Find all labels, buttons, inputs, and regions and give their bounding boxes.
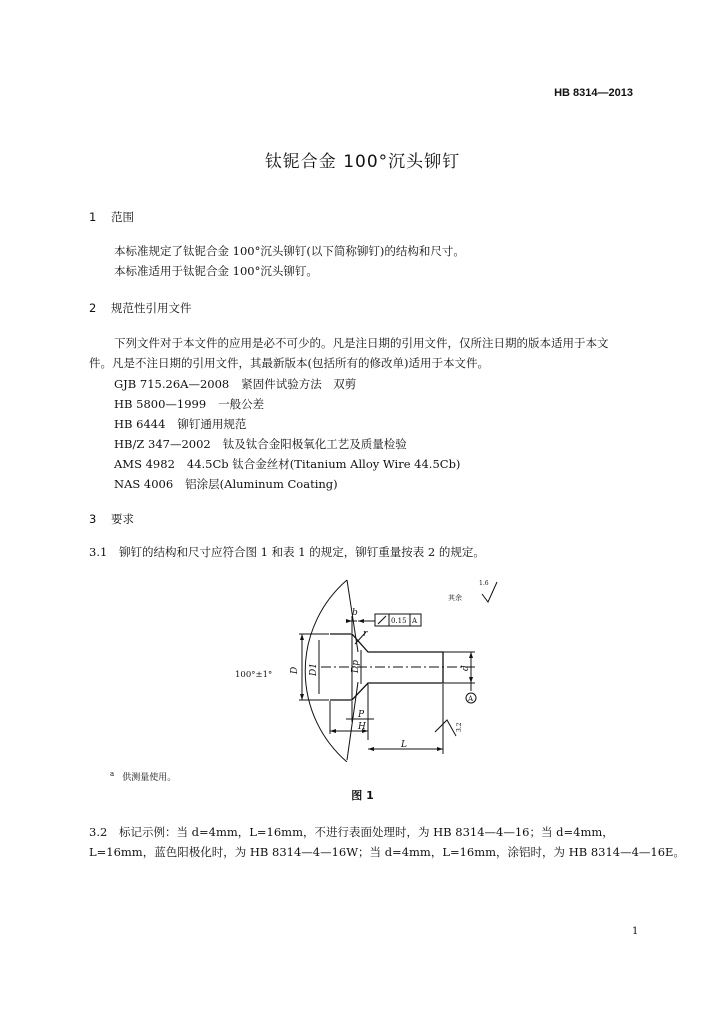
reference-item [114, 436, 407, 452]
reference-code: HB 5800—1999 [114, 397, 207, 411]
paragraph: 本标准适用于钛铌合金 100°沉头铆钉。 [114, 264, 318, 278]
arrowhead [469, 652, 473, 658]
section-number: 2 [89, 301, 97, 315]
reference-code: AMS 4982 [114, 457, 175, 471]
clause-text: 标记示例：当 d=4mm，L=16mm，不进行表面处理时，为 HB 8314—4—16；当 d=4mm， [119, 825, 614, 839]
section-number: 3 [89, 512, 97, 526]
clause-3-2 [89, 824, 614, 840]
reference-code: NAS 4006 [114, 477, 174, 491]
footnote-mark: a [110, 770, 115, 778]
figure-caption: 图 1 [351, 789, 374, 802]
document-title: 钛铌合金 100°沉头铆钉 [264, 152, 461, 172]
section-number: 1 [89, 210, 97, 224]
tolerance-value: 0.15 [391, 617, 407, 625]
figure-footnote [110, 770, 176, 783]
section-title: 规范性引用文件 [111, 301, 192, 315]
clause-number: 3.2 [89, 825, 108, 839]
clause-3-2-continued: L=16mm，蓝色阳极化时，为 HB 8314—4—16W；当 d=4mm，L=16mm，涂铝时，为 HB 8314—4—16E。 [89, 845, 685, 859]
rivet-drawing [225, 572, 515, 762]
dim-D-label: D [290, 666, 300, 674]
runout-symbol [378, 616, 386, 624]
dim-P-label: P [358, 710, 365, 720]
roughness-rest-value: 1.6 [479, 580, 489, 587]
tolerance-datum: A [412, 617, 418, 625]
clause-text: 铆钉的结构和尺寸应符合图 1 和表 1 的规定，铆钉重量按表 2 的规定。 [119, 545, 485, 559]
roughness-shank-value: 3.2 [456, 722, 463, 732]
dim-D1-label: D1 [309, 663, 319, 676]
dim-d-label: d [461, 665, 471, 671]
section-heading-scope [89, 209, 134, 225]
arrowhead [368, 747, 374, 751]
reference-item [114, 456, 460, 472]
dim-H-label: H [358, 722, 366, 732]
page-number: 1 [632, 926, 639, 937]
standard-number: HB 8314—2013 [554, 87, 633, 99]
paragraph: 本标准规定了钛铌合金 100°沉头铆钉(以下简称铆钉)的结构和尺寸。 [114, 244, 465, 258]
rest-label: 其余 [448, 594, 462, 602]
dim-b-label: b [352, 608, 358, 618]
arrowhead [358, 619, 364, 623]
reference-name: 一般公差 [218, 397, 265, 411]
clause-3-1 [89, 544, 485, 560]
section-heading-requirements [89, 511, 134, 527]
arrowhead [300, 634, 304, 640]
reference-item [114, 416, 246, 432]
footnote-text: 供测量使用。 [122, 773, 177, 783]
reference-name: 铝涂层(Aluminum Coating) [185, 477, 338, 491]
reference-name: 铆钉通用规范 [177, 417, 247, 431]
datum-label: A [468, 695, 474, 703]
section-title: 要求 [111, 512, 134, 526]
arrowhead [469, 677, 473, 683]
reference-name: 钛及钛合金阳极氧化工艺及质量检验 [222, 437, 407, 451]
dim-L-label: L [401, 740, 407, 750]
angle-label: 100°±1° [235, 670, 273, 680]
reference-code: GJB 715.26A—2008 [114, 377, 230, 391]
arrowhead [346, 619, 352, 623]
reference-item [114, 476, 338, 492]
reference-item [114, 396, 264, 412]
arrowhead [300, 694, 304, 700]
paragraph: 下列文件对于本文件的应用是必不可少的。凡是注日期的引用文件，仅所注日期的版本适用于本文 [114, 336, 609, 350]
arrowhead [330, 729, 336, 733]
reference-item [114, 376, 356, 392]
reference-name: 44.5Cb 钛合金丝材(Titanium Alloy Wire 44.5Cb) [186, 457, 461, 471]
arrowhead [437, 747, 443, 751]
section-title: 范围 [111, 210, 134, 224]
reference-code: HB/Z 347—2002 [114, 437, 211, 451]
dim-Dp-label: Dp [351, 660, 361, 673]
reference-code: HB 6444 [114, 417, 166, 431]
clause-number: 3.1 [89, 545, 108, 559]
roughness-symbol-shank [435, 720, 456, 736]
dim-r-label: r [363, 629, 368, 639]
section-heading-normative-references [89, 300, 192, 316]
reference-name: 紧固件试验方法 双剪 [241, 377, 357, 391]
paragraph: 件。凡是不注日期的引用文件，其最新版本(包括所有的修改单)适用于本文件。 [89, 356, 489, 370]
